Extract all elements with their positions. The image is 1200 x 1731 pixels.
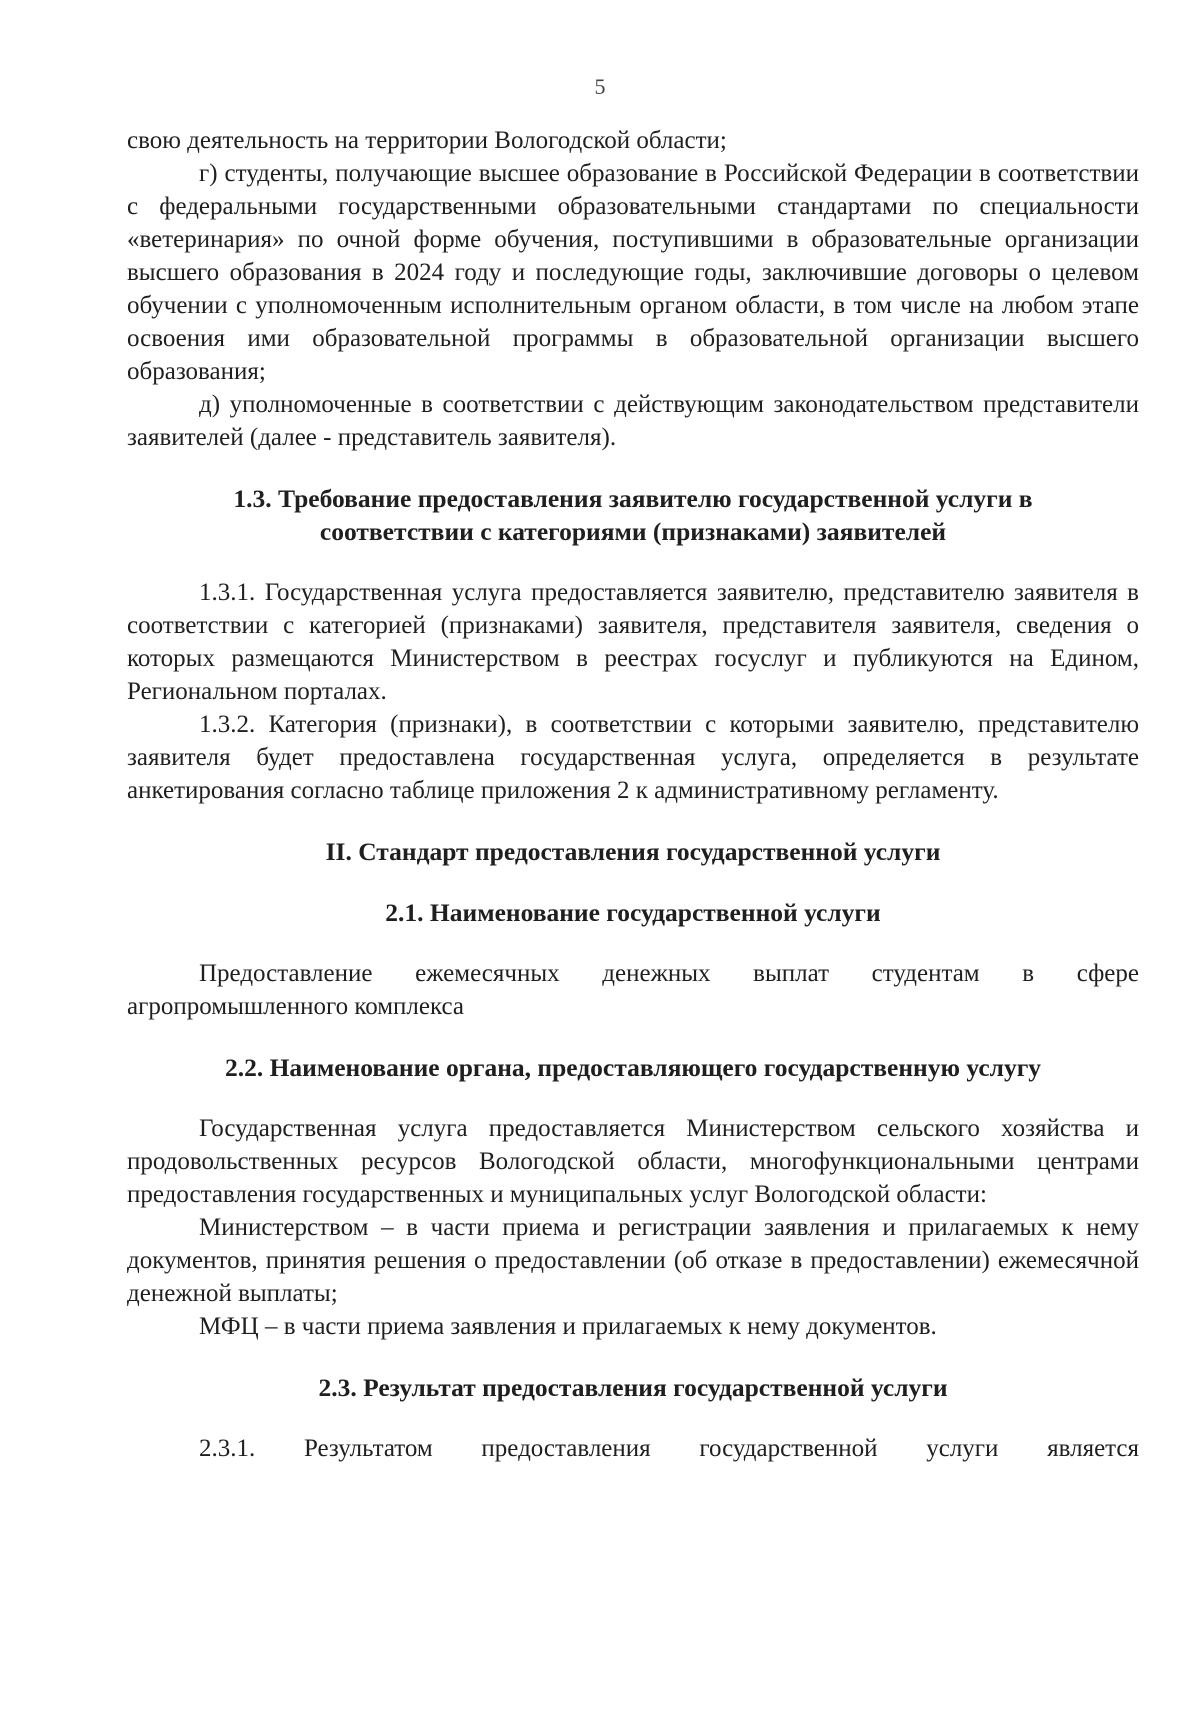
document-body: [127, 124, 1139, 1465]
paragraph-2-3-1: 2.3.1. Результатом предоставления государственной услуги является: [199, 1435, 1139, 1462]
paragraph-2-2-mfc: МФЦ – в части приема заявления и прилагаемых к нему документов.: [199, 1313, 937, 1340]
paragraph-2-2-body: Государственная услуга предоставляется Министерством сельского хозяйства и продовольственных ресурсов Вологодской области, многофункциональными центрами предоставления государственных и муниципальных услуг Вологодской области:: [127, 1115, 1139, 1208]
heading-2-1: 2.1. Наименование государственной услуги: [385, 898, 881, 927]
heading-2-3: 2.3. Результат предоставления государственной услуги: [318, 1373, 948, 1402]
heading-section-2: II. Стандарт предоставления государственной услуги: [325, 837, 941, 866]
paragraph-1-3-2: 1.3.2. Категория (признаки), в соответствии с которыми заявителю, представителю заявителя будет предоставлена государственная услуга, определяется в результате анкетирования согласно таблице приложения 2 к административному регламенту.: [127, 711, 1139, 804]
heading-2-2: 2.2. Наименование органа, предоставляющего государственную услугу: [224, 1053, 1042, 1082]
paragraph-2-1: Предоставление ежемесячных денежных выплат студентам в сфере агропромышленного комплекса: [127, 960, 1139, 1020]
paragraph-continuation: свою деятельность на территории Вологодской области;: [127, 127, 727, 154]
paragraph-2-2-ministry: Министерством – в части приема и регистрации заявления и прилагаемых к нему документов, принятия решения о предоставлении (об отказе в предоставлении) ежемесячной денежной выплаты;: [127, 1214, 1139, 1307]
heading-1-3-line2: соответствии с категориями (признаками) заявителей: [319, 517, 947, 546]
paragraph-item-d: д) уполномоченные в соответствии с действующим законодательством представители заявителей (далее - представитель заявителя).: [127, 391, 1139, 451]
page-number: 5: [594, 74, 606, 99]
paragraph-item-g: г) студенты, получающие высшее образование в Российской Федерации в соответствии с федеральными государственными образовательными стандартами по специальности «ветеринария» по очной форме обучения, поступившими в образовательные организации высшего образования в 2024 году и последующие годы, заключившие договоры о целевом обучении с уполномоченным исполнительным органом области, в том числе на любом этапе освоения ими образовательной программы в образовательной организации высшего образования;: [127, 160, 1139, 385]
heading-1-3-line1: 1.3. Требование предоставления заявителю государственной услуги в: [233, 484, 1033, 513]
paragraph-1-3-1: 1.3.1. Государственная услуга предоставляется заявителю, представителю заявителя в соответствии с категорией (признаками) заявителя, представителя заявителя, сведения о которых размещаются Министерством в реестрах госуслуг и публикуются на Едином, Региональном порталах.: [127, 579, 1139, 705]
